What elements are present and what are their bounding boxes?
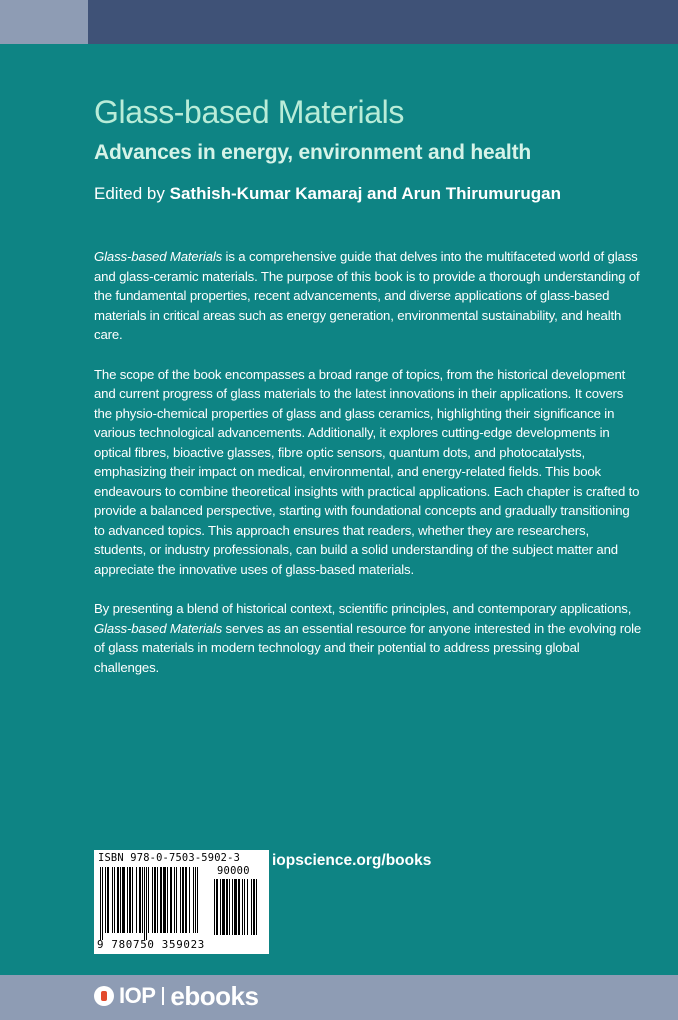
iop-ebooks-logo [94,980,259,1011]
barcode-bar [167,867,168,933]
barcode-bar [129,867,131,933]
top-band-dark-block [88,0,678,44]
barcode-bar [176,867,177,933]
barcode-bar [154,867,156,933]
barcode-bar [117,867,119,933]
barcode-bar [244,879,245,935]
book-title: Glass-based Materials [94,94,404,130]
barcode-bar [146,867,147,940]
barcode-bar [144,867,145,940]
barcode-bar [114,867,115,933]
ean-bars [100,867,212,940]
editors-line [94,183,561,205]
barcode-bar [256,879,257,935]
barcode-bar [247,879,248,935]
barcode-bar [112,867,113,933]
barcode-bar [142,867,143,933]
barcode-bar [180,867,181,933]
price-code: 90000 [217,865,250,877]
logo-separator [162,987,164,1005]
barcode-bar [214,879,215,935]
iop-logo-text: IOP [119,983,156,1008]
barcode-bar [195,867,196,933]
barcode-bar [132,867,133,933]
iop-logo-icon [94,986,114,1006]
barcode-bar [152,867,153,933]
barcode-bar [189,867,190,933]
barcode-bar [226,879,228,935]
barcode-bar [242,879,243,935]
top-color-band [0,0,678,44]
barcode-bar [220,879,221,935]
isbn-text: ISBN 978-0-7503-5902-3 [98,852,241,864]
barcode-bar [197,867,198,933]
barcode-bar [148,867,149,933]
editor-names: Sathish-Kumar Kamaraj and Arun Thirumurugan [169,184,561,203]
barcode-bar [170,867,172,933]
barcode-bar [136,867,137,933]
barcode-bar [163,867,166,933]
barcode-bar [251,879,252,935]
barcode-bar [238,879,240,935]
barcode-bar [105,867,106,933]
barcode-bar [160,867,162,933]
blurb-paragraph-1 [94,247,642,345]
barcode-bar [127,867,128,933]
isbn-barcode [94,850,269,954]
blurb-p1-text: is a comprehensive guide that delves into the multifaceted world of glass and glass-ceramic materials. The purpose of this book is to provide a thorough understanding of the fundamental properties, recent advancements, and diverse applications of glass-based materials in critical areas such as energy generation, environmental sustainability, and health care. [94,249,640,342]
barcode-bar [120,867,121,933]
barcode-bar [139,867,141,933]
barcode-bar [122,867,125,933]
book-subtitle: Advances in energy, environment and health [94,141,531,164]
edited-by-prefix: Edited by [94,184,170,203]
publisher-url[interactable]: iopscience.org/books [272,852,432,869]
blurb-title-ref-2: Glass-based Materials [94,620,223,636]
barcode-bar [193,867,194,933]
barcode-bar [157,867,158,933]
barcode-bar [100,867,101,940]
ebooks-logo-text: ebooks [170,980,259,1011]
blurb-title-ref: Glass-based Materials [94,249,223,264]
barcode-bar [174,867,175,933]
barcode-bar [216,879,218,935]
blurb-paragraph-3 [94,599,642,677]
blurb-paragraph-2: The scope of the book encompasses a broad range of topics, from the historical development and current progress of glass materials to the latest innovations in their applications. It covers the physio-chemical properties of glass and glass ceramics, highlighting their significance in various technological advancements. Additionally, it explores cutting-edge developments in optical fibres, bioactive glasses, fibre optic sensors, quantum dots, and photocatalysts, emphasizing their impact on medical, environmental, and energy-related fields. This book endeavours to combine theoretical insights with practical applications. Each chapter is crafted to provide a balanced perspective, starting with foundational concepts and gradually transitioning to advanced topics. This approach ensures that readers, whether they are researchers, students, or industry professionals, can build a solid understanding of the subject matter and appreciate the innovative uses of glass-based materials. [94,366,640,577]
barcode-bar [185,867,187,933]
barcode-bar [253,879,255,935]
barcode-bar [182,867,184,933]
ean-digits: 9 780750 359023 [97,938,206,951]
blurb-p3-end: serves as an essential resource for anyone interested in the evolving role of glass materials in modern technology and their potential to address pressing global challenges. [94,620,642,675]
barcode-bar [102,867,103,940]
barcode-bar [234,879,237,935]
blurb-p3-start: By presenting a blend of historical context, scientific principles, and contemporary applications, [94,601,632,616]
blurb [94,247,642,697]
addon-bars [214,879,264,937]
barcode-bar [229,879,230,935]
barcode-bar [107,867,109,933]
top-band-gray-block [0,0,88,44]
barcode-bar [232,879,233,935]
barcode-bar [222,879,225,935]
